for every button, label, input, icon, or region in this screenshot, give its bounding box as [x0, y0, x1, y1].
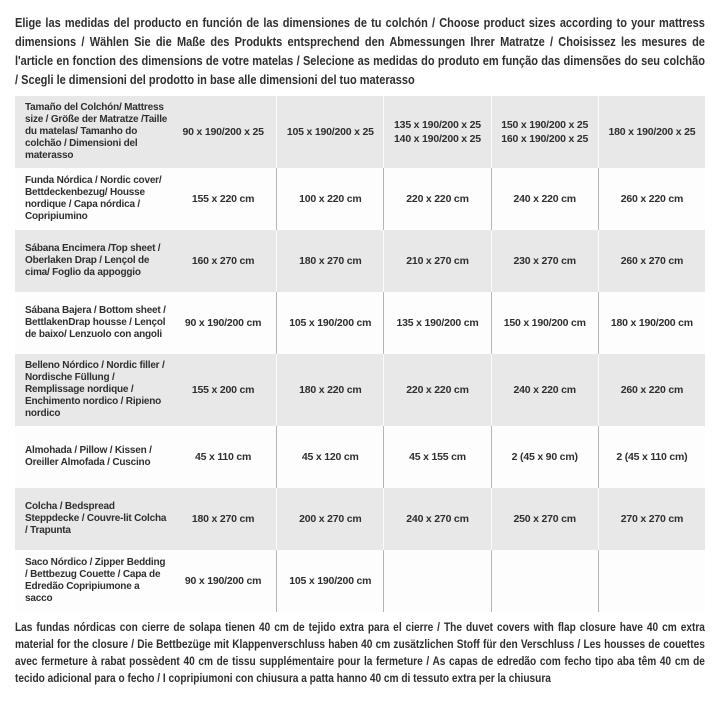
size-cell [383, 550, 490, 612]
size-cell [383, 488, 490, 550]
size-cell [383, 426, 490, 488]
size-cell [491, 168, 598, 230]
size-cell [598, 550, 705, 612]
size-value: 90 x 190/200 x 25 [182, 126, 264, 138]
size-value: 180 x 190/200 cm [610, 317, 693, 329]
size-value: 140 x 190/200 x 25 [394, 133, 481, 145]
size-value: 250 x 270 cm [513, 513, 576, 525]
size-value: 100 x 220 cm [299, 193, 362, 205]
size-value: 150 x 190/200 cm [503, 317, 586, 329]
table-row [15, 426, 705, 488]
size-value: 105 x 190/200 x 25 [286, 126, 374, 138]
size-value: 90 x 190/200 cm [184, 317, 262, 329]
size-value: 160 x 190/200 x 25 [501, 133, 589, 145]
table-row [15, 96, 705, 168]
footnote-text: Las fundas nórdicas con cierre de solapa tienen 40 cm de tejido extra para el cierre / The duvet covers with flap closure have 40 cm extra material for the closure / Die Bettbezüge mit Klappenverschluss haben 40 cm zusätzlichen Stoff für den Verschluss / Les housses de couettes avec fermeture à rabat possèdent 40 cm de tissu supplémentaire pour la fermeture / As capas de edredão com fecho tipo aba têm 40 cm de tecido adicional para o fecho / I copripiumoni con chiusura a patta hanno 40 cm di tessuto extra per la chiusura [15, 622, 705, 685]
size-value: 260 x 270 cm [620, 255, 684, 267]
size-cell [170, 168, 276, 230]
size-cell [170, 292, 276, 354]
size-cell [491, 488, 598, 550]
size-cell [276, 550, 383, 612]
size-cell [598, 230, 705, 292]
size-value: 90 x 190/200 cm [184, 575, 262, 587]
size-cell [598, 292, 705, 354]
size-value: 240 x 220 cm [513, 384, 576, 396]
size-value: 135 x 190/200 x 25 [394, 119, 481, 131]
table-row [15, 488, 705, 550]
size-value: 45 x 110 cm [195, 451, 252, 463]
size-cell [170, 230, 276, 292]
row-label: Sábana Bajera / Bottom sheet / BettlakenDrap housse / Lençol de baixo/ Lenzuolo con angoli [25, 305, 166, 340]
size-cell [598, 426, 705, 488]
size-cell [491, 96, 598, 168]
size-value: 240 x 270 cm [406, 513, 469, 525]
size-cell [276, 354, 383, 426]
size-cell [491, 354, 598, 426]
size-value: 135 x 190/200 cm [396, 317, 479, 329]
size-cell [170, 488, 276, 550]
size-cell [170, 550, 276, 612]
intro-text: Elige las medidas del producto en función de las dimensiones de tu colchón / Choose product sizes according to your mattress dimensions / Wählen Sie die Maße des Produkts entsprechend den Abmessungen Ihrer Matratze / Choisissez les mesures de l'article en fonction des dimensions de votre matelas / Selecione as medidas do produto em função das dimensões do seu colchão / Scegli le dimensioni del prodotto in base alle dimensioni del tuo materasso [15, 16, 705, 87]
size-cell [598, 354, 705, 426]
table-row [15, 354, 705, 426]
size-cell [276, 96, 383, 168]
size-cell [491, 230, 598, 292]
size-value: 180 x 270 cm [191, 513, 255, 525]
size-cell [276, 488, 383, 550]
size-cell [383, 96, 490, 168]
size-value: 180 x 220 cm [299, 384, 362, 396]
size-value: 180 x 270 cm [299, 255, 362, 267]
size-cell [276, 230, 383, 292]
table-row [15, 168, 705, 230]
row-label: Tamaño del Colchón/ Mattress size / Größe der Matratze /Taille du matelas/ Tamanho do colchão / Dimensioni del materasso [25, 102, 168, 161]
row-label: Funda Nórdica / Nordic cover/ Bettdeckenbezug/ Housse nordique / Capa nórdica / Copripiumino [25, 175, 162, 222]
size-value: 200 x 270 cm [299, 513, 362, 525]
table-row [15, 230, 705, 292]
size-cell [276, 292, 383, 354]
size-cell [491, 292, 598, 354]
size-value: 160 x 270 cm [191, 255, 255, 267]
size-value: 270 x 270 cm [620, 513, 684, 525]
size-cell [170, 426, 276, 488]
size-cell [491, 426, 598, 488]
size-value: 210 x 270 cm [406, 255, 469, 267]
size-table [15, 96, 705, 612]
size-value: 240 x 220 cm [513, 193, 576, 205]
size-cell [170, 354, 276, 426]
size-cell [383, 168, 490, 230]
size-value: 105 x 190/200 cm [289, 575, 372, 587]
size-value: 155 x 220 cm [191, 193, 255, 205]
size-value: 260 x 220 cm [620, 384, 684, 396]
size-cell [276, 426, 383, 488]
size-cell [383, 354, 490, 426]
size-cell [598, 96, 705, 168]
size-cell [276, 168, 383, 230]
row-label: Belleno Nórdico / Nordic filler / Nordische Füllung / Remplissage nordique / Enchimento nordico / Ripieno nordico [25, 360, 165, 419]
size-cell [598, 488, 705, 550]
row-label: Saco Nórdico / Zipper Bedding / Bettbezug Couette / Capa de Edredão Copripiumone a sacco [25, 557, 166, 604]
size-value: 220 x 220 cm [406, 384, 469, 396]
size-cell [598, 168, 705, 230]
size-value: 45 x 120 cm [301, 451, 359, 463]
row-label: Colcha / Bedspread Steppdecke / Couvre-lit Colcha / Trapunta [25, 501, 167, 536]
table-row [15, 550, 705, 612]
size-value: 2 (45 x 110 cm) [616, 451, 688, 463]
table-row [15, 292, 705, 354]
size-value: 105 x 190/200 cm [289, 317, 372, 329]
size-value: 180 x 190/200 x 25 [608, 126, 696, 138]
size-value: 45 x 155 cm [409, 451, 466, 463]
size-value: 260 x 220 cm [620, 193, 684, 205]
size-value: 230 x 270 cm [513, 255, 576, 267]
row-label: Sábana Encimera /Top sheet / Oberlaken Drap / Lençol de cima/ Foglio da appoggio [25, 243, 161, 278]
size-cell [491, 550, 598, 612]
size-value: 220 x 220 cm [406, 193, 469, 205]
size-cell [170, 96, 276, 168]
size-cell [383, 230, 490, 292]
size-value: 2 (45 x 90 cm) [511, 451, 578, 463]
size-cell [383, 292, 490, 354]
size-value: 155 x 200 cm [191, 384, 255, 396]
row-label: Almohada / Pillow / Kissen / Oreiller Almofada / Cuscino [25, 445, 152, 468]
size-value: 150 x 190/200 x 25 [501, 119, 589, 131]
